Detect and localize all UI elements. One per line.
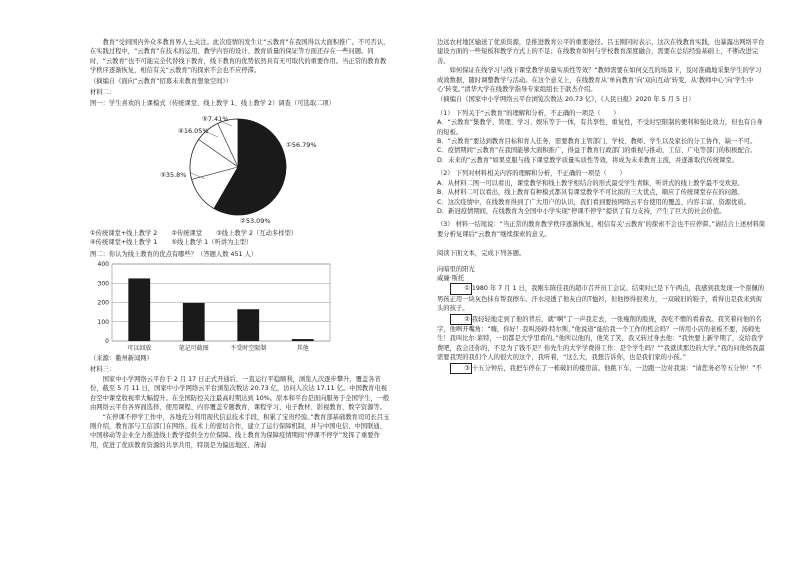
question-1-option-c[interactable]: C．疫情期间“云教育”在我国能够大面积推广，得益于教育行政部门的重视与推动，工信、广电等部门的积极配合。 [437, 147, 757, 155]
pie-chart [90, 111, 390, 229]
y-tick-label: 300 [97, 280, 109, 288]
question-1-option-d[interactable]: D．未来的“云教育”如果克服与线下课堂教学质量实质性等效，将成为未来教育主流，并逐渐取代传统课堂。 [437, 156, 739, 164]
question-1-option-a[interactable]: A．“云教育”集教学、管理、学习、娱乐等于一体，有共享性、重复性，不受时空限制的便利和强化效力，但也有自身的短板。 [437, 119, 763, 136]
x-tick-label: 笔记可截图 [178, 345, 209, 353]
question-2-option-d[interactable]: D．新冠疫情期间，在线教育为全国中小学实现“停课不停学”提供了有力支持，产生了巨大的社会价值。 [437, 207, 726, 215]
legend-row-1 [90, 229, 390, 238]
story-paragraph-2 [437, 314, 767, 363]
story-paragraph-3 [437, 363, 767, 374]
pie-legend [90, 229, 390, 248]
chart-2-question: 图二：你认为线上教育的优点有哪些？（答题人数 451 人） [90, 250, 258, 258]
story-paragraph-3-text: 十五分钟后，我把车停在了一栋破旧的楼房前。他跳下车，一边跑一边对我说：“请您务必等五分钟！”不 [471, 364, 762, 372]
y-tick-label: 100 [97, 318, 109, 326]
y-tick-label: 0 [105, 338, 109, 346]
legend-row-2 [90, 238, 390, 247]
bar-chart-svg [90, 261, 390, 353]
pie-label: ①56.79% [286, 140, 317, 149]
source-2: （来源：衢州新闻网） [90, 355, 153, 363]
x-tick-label: 不受时空限制 [230, 345, 267, 353]
y-tick-label: 200 [97, 299, 109, 307]
y-tick-label: 400 [97, 261, 109, 269]
bar [292, 339, 314, 341]
story-author: 威廉·斯托 [437, 274, 465, 282]
reading-instruction: 阅读下面文本，完成下列各题。 [437, 250, 526, 258]
paragraph-number-1: ① [450, 283, 472, 294]
question-2-option-c[interactable]: C．这次疫情中，在线教育得到了广大用户的认识，我们看到要按网络云平台使用的覆盖、内容丰富、资源优质。 [437, 198, 750, 206]
question-2: （2） 下列对材料相关内容的理解和分析，不正确的一项是（ ） [437, 170, 626, 178]
bar [237, 309, 259, 341]
story-paragraph-1-text: 1980 年 7 月 1 日，我刚车陈佳我的超市召开员工会议。结束时已是下午两点，我感到我发现一个票佩的男孩正用一块灰色抹布帮我擦车。汗水浸透了他灰白的T恤衫，但他擦得很卖力，一双破旧的鞋子，看得出是我来到街头的孩子。 [437, 285, 765, 313]
pie-label: ③35.8% [160, 170, 187, 179]
bar [128, 279, 150, 342]
question-3: （3） 材料一结尾说：“当正常的教育教学秩序逐渐恢复，相信有关‘云教育’的探索不会也不应停滞。”请结合上述材料简要分析复课后“云教育”继续探索的意义。 [437, 221, 766, 238]
legend-item: ①传统课堂+线上教学 2 [90, 229, 158, 237]
question-1-option-b[interactable]: B．“云教育”要达到教育目标和育人任务，需要教育主管部门、学校、教师、学生以及家长的分工协作，缺一不可。 [437, 138, 757, 146]
question-1: （1） 下列关于“云教育”的理解和分析，不正确的一项是（ ） [437, 109, 620, 117]
pie-label: ④16.05% [178, 126, 209, 135]
right-column [437, 38, 767, 374]
legend-item: ⑤线上教学 1（听讲为主型） [171, 239, 253, 247]
bar [183, 303, 205, 341]
source-1: （摘编自《面向“云教育”招募未来教育想象空间》） [90, 77, 232, 85]
material-3-label: 材料三： [90, 366, 116, 374]
question-2-option-a[interactable]: A．从材料二图一可以看出，课堂教学和线上教学相结合的形式最受学生青睐，听讲式的线上教学最不受欢迎。 [437, 179, 744, 187]
pie-label: ②53.09% [240, 216, 271, 225]
left-paragraph-3: 国家中小学网络云平台于 2 月 17 日正式开通后，一直运行平稳顺利，浏览人次逐步攀升，覆盖各省份，截至 5 月 11 日，国家中小学网络云平台浏览次数达 20.73 亿，访问人次达 17.11 亿。中国教育电视台空中课堂收视率大幅提升。在全国防控关注最高时期达到 10%。原本和平台是面向服务于全国学生，一般由网络云平台各界面选择，使用课程、内容覆盖专题教育、课程学习、电子教材、影视教育、数字资源等。 [90, 375, 390, 412]
bar-chart [90, 261, 390, 353]
right-paragraph-1: 边远农村地区输送了优质资源，是推进教育公平的重要途径。吕玉刚同时表示，这次在线教育实践，也暴露出网络平台建设方面的一些短板和教学方式上的不足；在线教育如何与学校教育深度融合，需要在总结经验基础上，不断改进完善。 [437, 39, 765, 65]
legend-item: ④传统课堂+线上教学 1 [90, 239, 158, 247]
story-paragraph-2-text: 我轻轻地走到了他的背后，就“啊”了一声我走去，一张瘦削的脸庞，我吃不惯的看着我。我笑着问他的名字，他咧开嘴角：“嗨，你好！我叫汤姆·特尔斯，”他说道“能给我一个工作的机会吗？一所用小店的老板不要，汤姆先生！我叫比尔·莱特，一切都是大学里看的。”他所以他的，他笑了笑，我又转过身去他：“我快要上新学期了，交给我学费吧，我会还你的，不是为了钱不是？你先生的大学学费得工作：是个学生吗？”“我就读那边的大学。”我的问他妈我最需要我哭的我们个人的很大的这个，我听着，“这么大，我想告诉你，也是我们家的小孩。” [437, 315, 765, 362]
left-paragraph-1: 教育”受到国内外众多教育界人士关注。此次疫情的发生让“云教育”在我国得以大面积推广。不可否认，在实践过程中，“云教育”在技术的运用、教学内容的设计、教育质量的保证等方面还存在一些问题。同时，“云教育”也不可能完全代替线下教育，线下教育的优势依然具有无可取代的重要作用。当正常的教育教学秩序逐渐恢复，相信有关“云教育”的探索不会也不应停滞。 [90, 39, 390, 75]
source-3: （摘编自《国家中小学网络云平台浏览次数达 20.73 亿》，《人民日报》2020 年 5 月 5 日） [437, 96, 695, 104]
legend-item: ③线上教学 2（互动多样型） [216, 229, 298, 237]
left-paragraph-4: “在停课不停学工作中，各地充分利用现代信息技术手段，积累了宝贵经验。”教育部基础教育司司长吕玉刚介绍，教育部与工信部门在网络、技术上的密切合作，建立了运行保障机制，并与中国电信、中国联通、中国移动等企业全力推进线上教学提供全方位保障。线上教育为保障疫情期间“停课不停学”发挥了重要作用，促进了优质教育资源的共享共用，特别是为偏远地区、薄弱 [90, 413, 390, 449]
right-paragraph-2: 如何保证在线学习与线下课堂教学质量实质性等效？“教师需要在如何交互的场景下，及时准确地采集学生的学习成效数据，随时调整教学与活动。在这个意义上，在线教育从‘单向教育’向‘双向互动’转变，从‘教师中心’向‘学生中心’转变。”清华大学在线教学指导专家组组长于歆杰介绍。 [437, 67, 762, 94]
x-tick-label: 其他 [296, 345, 309, 353]
chart-1-question: 图一：学生喜欢的上课模式（传统课堂、线上教学 1、线上教学 2）调查（可选取二项） [90, 100, 336, 108]
legend-item: ②传统课堂 [171, 229, 203, 237]
story-paragraph-1 [437, 283, 767, 313]
story-title: 向暗里的阳光 [437, 265, 475, 273]
left-column [90, 38, 390, 450]
material-2-label: 材料二： [90, 89, 116, 97]
x-tick-label: 可以回放 [127, 345, 152, 353]
pie-label: ⑤7.41% [202, 114, 229, 123]
pie-chart-svg [90, 111, 390, 229]
paragraph-number-2: ② [450, 314, 472, 325]
question-2-option-b[interactable]: B．从材料二可以看出，线上教育有种模式都具有课堂教学不可比拟的三大优点，顺应了传统课堂存在的问题。 [437, 189, 744, 197]
paragraph-number-3: ③ [450, 363, 472, 374]
